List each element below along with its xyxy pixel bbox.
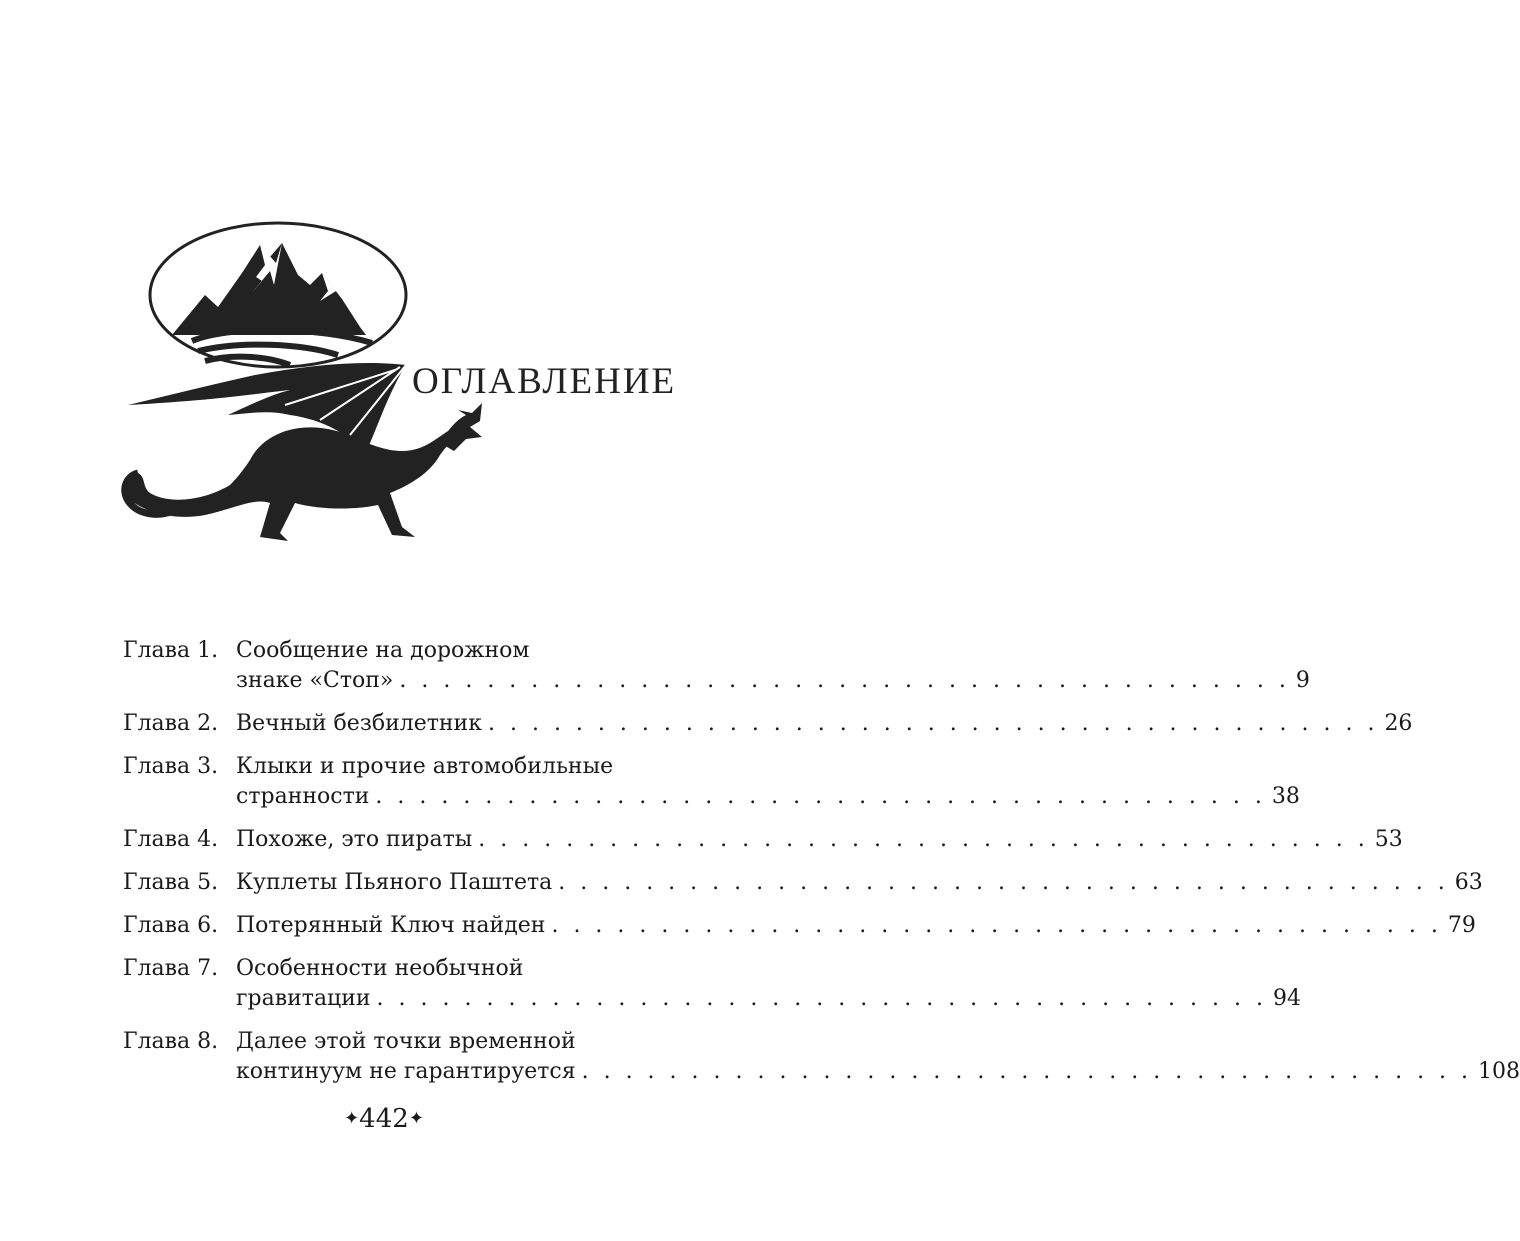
page-number: 9	[1295, 668, 1310, 693]
page-number: 53	[1374, 827, 1403, 852]
toc-entry[interactable]	[123, 752, 1300, 812]
chapter-title: Потерянный Ключ найден	[236, 913, 546, 938]
toc-entry[interactable]	[123, 868, 1483, 898]
page-folio	[0, 1104, 768, 1134]
chapter-number: Глава 2.	[123, 711, 219, 736]
toc-entry[interactable]	[123, 1027, 1520, 1087]
chapter-title: Куплеты Пьяного Паштета	[236, 870, 553, 895]
chapter-title: Похоже, это пираты	[236, 827, 473, 852]
chapter-number: Глава 3.	[123, 754, 219, 779]
dragon-head-icon	[440, 403, 482, 451]
chapter-number: Глава 6.	[123, 913, 219, 938]
leader-dots	[399, 666, 1289, 696]
chapter-number: Глава 7.	[123, 956, 219, 981]
toc-entry[interactable]	[123, 954, 1301, 1014]
chapter-number: Глава 5.	[123, 870, 219, 895]
toc-entry[interactable]	[123, 825, 1403, 855]
chapter-number: Глава 8.	[123, 1029, 219, 1054]
chapter-title-cont: знаке «Стоп»	[236, 668, 394, 693]
leader-dots	[558, 868, 1448, 898]
leader-dots	[478, 825, 1368, 855]
chapter-title: Далее этой точки временной	[236, 1029, 576, 1054]
leader-dots	[377, 984, 1267, 1014]
page-number: 94	[1273, 986, 1301, 1011]
chapter-title-cont: странности	[236, 784, 370, 809]
chapter-title: Вечный безбилетник	[236, 711, 482, 736]
chapter-title: Сообщение на дорожном	[236, 638, 530, 663]
dragon-body-icon	[125, 427, 460, 541]
chapter-number: Глава 1.	[123, 638, 219, 663]
page-number: 108	[1478, 1059, 1520, 1084]
chapter-title: Клыки и прочие автомобильные	[236, 754, 614, 779]
page-heading: ОГЛАВЛЕНИЕ	[412, 361, 677, 402]
leader-dots	[582, 1057, 1472, 1087]
ornament-left-icon: ✦	[344, 1108, 360, 1129]
toc-entry[interactable]	[123, 911, 1476, 941]
chapter-title-cont: гравитации	[236, 986, 371, 1011]
leader-dots	[551, 911, 1441, 941]
page-number: 63	[1454, 870, 1483, 895]
table-of-contents	[123, 636, 1520, 1100]
river-waves	[192, 330, 372, 365]
leader-dots	[375, 782, 1265, 812]
ornament-right-icon: ✦	[408, 1108, 424, 1129]
page-number: 38	[1271, 784, 1300, 809]
folio-number: 442	[359, 1104, 409, 1134]
chapter-title: Особенности необычной	[236, 956, 524, 981]
toc-entry[interactable]	[123, 636, 1310, 696]
toc-entry[interactable]	[123, 709, 1413, 739]
chapter-number: Глава 4.	[123, 827, 219, 852]
leader-dots	[488, 709, 1378, 739]
page-number: 79	[1447, 913, 1476, 938]
chapter-title-cont: континуум не гарантируется	[236, 1059, 576, 1084]
page-number: 26	[1384, 711, 1413, 736]
